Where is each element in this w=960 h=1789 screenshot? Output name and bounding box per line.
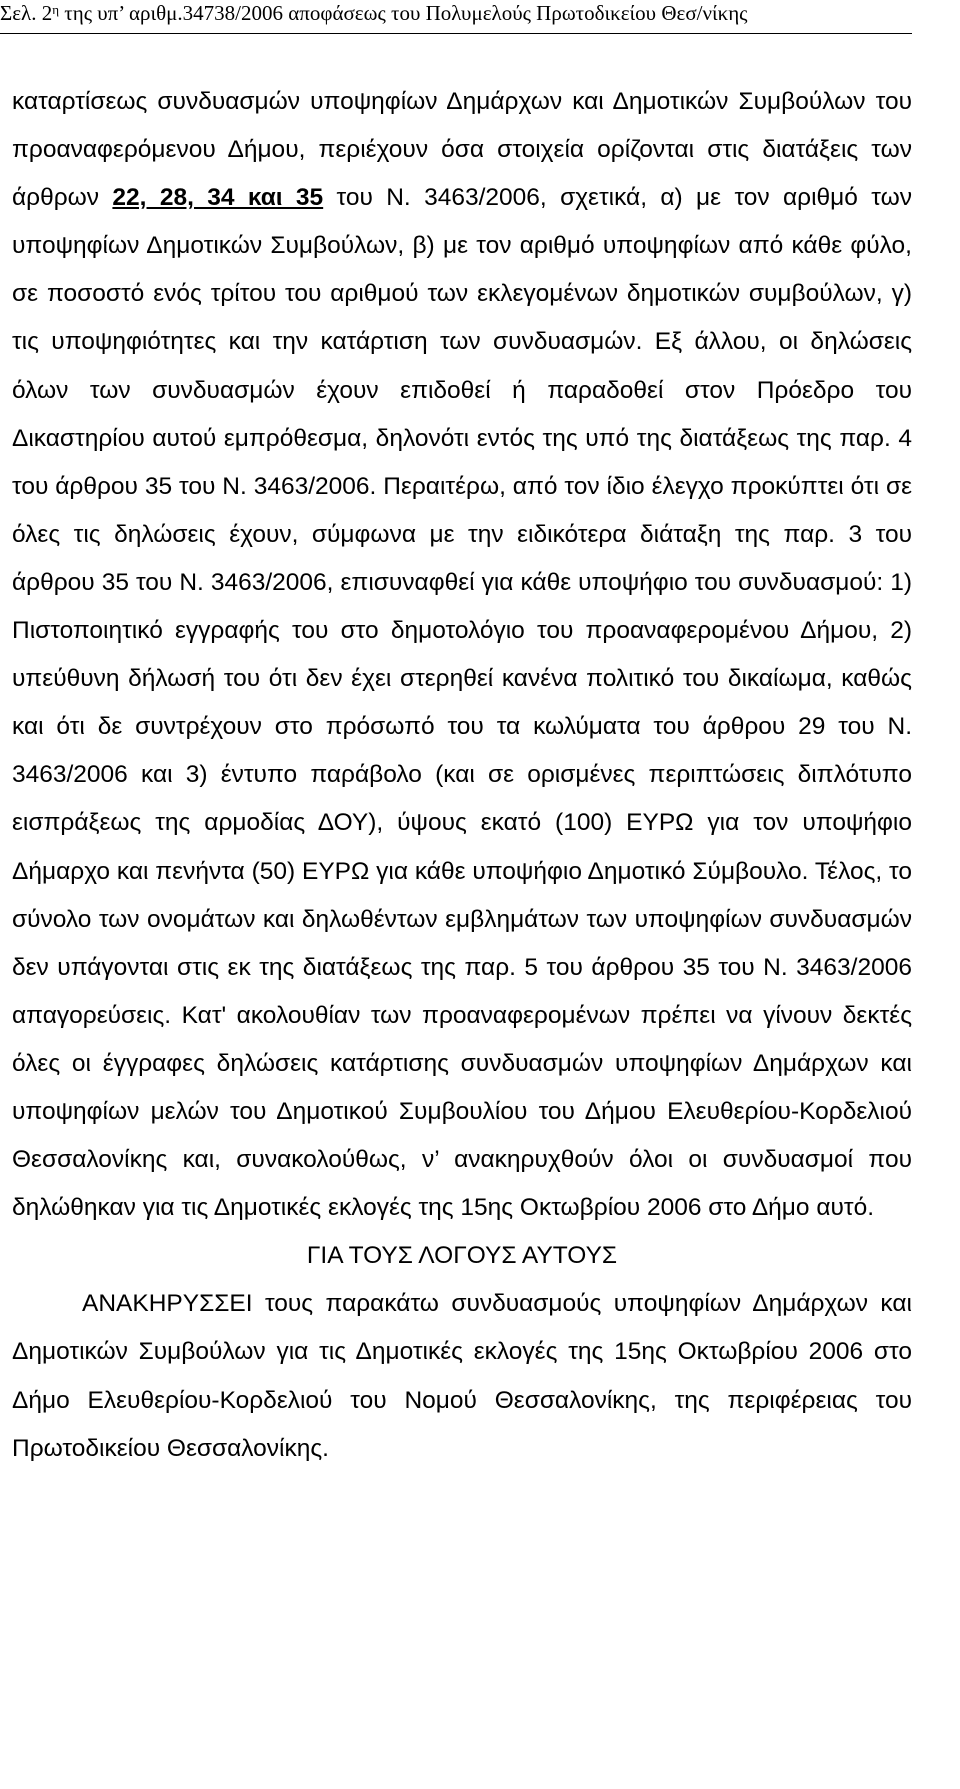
paragraph-main-end: του Ν. 3463/2006, σχετικά, α) με τον αριθμό των υποψηφίων Δημοτικών Συμβούλων, β) με τον αριθμό υποψηφίων από κάθε φύλο, σε ποσοστό ενός τρίτου του αριθμού των εκλεγομένων δημοτικών συμβούλων, γ) τις υποψηφιότητες και την κατάρτιση των συνδυασμών. Εξ άλλου, οι δηλώσεις όλων των συνδυασμών έχουν επιδοθεί ή παραδοθεί στον Πρόεδρο του Δικαστηρίου αυτού εμπρόθεσμα, δηλονότι εντός της υπό της διατάξεως της παρ. 4 του άρθρου 35 του Ν. 3463/2006. Περαιτέρω, από τον ίδιο έλεγχο προκύπτει ότι σε όλες τις δηλώσεις έχουν, σύμφωνα με την ειδικότερα διάταξη της παρ. 3 του άρθρου 35 του Ν. 3463/2006, επισυναφθεί για κάθε υποψήφιο του συνδυασμού: 1) Πιστοποιητικό εγγραφής του στο δημοτολόγιο του προαναφερομένου Δήμου, 2) υπεύθυνη δήλωσή του ότι δεν έχει στερηθεί κανένα πολιτικό του δικαίωμα, καθώς και ότι δε συντρέχουν στο πρόσωπό του τα κωλύματα του άρθρου 29 του Ν. 3463/2006 και 3) έντυπο παράβολο (και σε ορισμένες περιπτώσεις διπλότυπο εισπράξεως της αρμοδίας ΔΟΥ), ύψους εκατό (100) ΕΥΡΩ για τον υποψήφιο Δήμαρχο και πενήντα (50) ΕΥΡΩ για κάθε υποψήφιο Δημοτικό Σύμβουλο. Τέλος, το σύνολο των ονομάτων και δηλωθέντων εμβλημάτων των υποψηφίων συνδυασμών δεν υπάγονται στις εκ της διατάξεως της παρ. 5 του άρθρου 35 του Ν. 3463/2006 απαγορεύσεις. Κατ' ακολουθίαν των προαναφερομένων πρέπει να γίνουν δεκτές όλες οι έγγραφες δηλώσεις κατάρτισης συνδυασμών υποψηφίων Δημάρχων και υποψηφίων μελών του Δημοτικού Συμβουλίου του Δήμου Ελευθερίου-Κορδελιού Θεσσαλονίκης και, συνακολούθως, ν’ ανακηρυχθούν όλοι οι συνδυασμοί που δηλώθηκαν για τις Δημοτικές εκλογές της 15ης Οκτωβρίου 2006 στο Δήμο αυτό. bbox=[12, 184, 912, 1222]
paragraph-main bbox=[12, 78, 912, 1232]
article-reference: 22, 28, 34 και 35 bbox=[112, 184, 324, 212]
header-text: της υπ’ αριθμ.34738/2006 αποφάσεως του Πολυμελούς Πρωτοδικείου Θεσ/νίκης bbox=[59, 1, 748, 25]
section-heading: ΓΙΑ ΤΟΥΣ ΛΟΓΟΥΣ ΑΥΤΟΥΣ bbox=[306, 1242, 618, 1270]
paragraph-main-start: καταρτίσεως συνδυασμών υποψηφίων Δημάρχων και Δημοτικών Συμβούλων του προαναφερόμενου Δήμου, περιέχουν όσα στοιχεία ορίζονται στις διατάξεις των άρθρων bbox=[12, 88, 912, 212]
header-prefix: Σελ. 2 bbox=[0, 1, 53, 25]
header-superscript: η bbox=[52, 2, 60, 17]
header-rule bbox=[0, 33, 912, 34]
document-body bbox=[12, 78, 912, 1473]
paragraph-ruling: ΑΝΑΚΗΡΥΣΣΕΙ τους παρακάτω συνδυασμούς υποψηφίων Δημάρχων και Δημοτικών Συμβούλων για τις Δημοτικές εκλογές της 15ης Οκτωβρίου 2006 στο Δήμο Ελευθερίου-Κορδελιού του Νομού Θεσσαλονίκης, της περιφέρειας του Πρωτοδικείου Θεσσαλονίκης. bbox=[12, 1290, 912, 1462]
